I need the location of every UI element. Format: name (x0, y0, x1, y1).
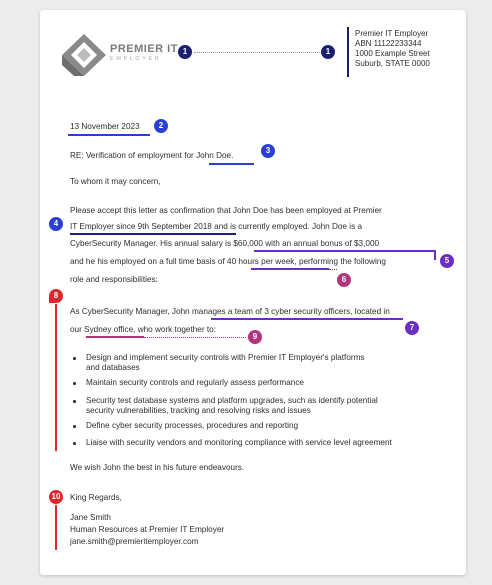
annotation-badge-3: 3 (261, 144, 275, 158)
paragraph-1-line-5: role and responsibilities: (70, 275, 158, 284)
annotation-badge-10: 10 (49, 490, 63, 504)
annotation-badge-5: 5 (440, 254, 454, 268)
bullet-marker (73, 400, 76, 403)
bullet-item-4: Define cyber security processes, procedures and reporting (86, 421, 299, 430)
name-underline (209, 163, 254, 165)
salary-underline (254, 250, 434, 252)
annotation-badge-2: 2 (154, 119, 168, 133)
team-underline (211, 318, 403, 320)
office-connector (144, 337, 246, 338)
role-text: As CyberSecurity Manager, John (70, 307, 190, 316)
bullet-item-1-continued: and databases (86, 363, 140, 372)
salary-connector (434, 250, 436, 260)
paragraph-1-line-3 (70, 238, 379, 249)
paragraph-1-line-2 (70, 221, 362, 232)
bullet-item-2: Maintain security controls and regularly assess performance (86, 378, 304, 387)
letter-page (40, 10, 466, 575)
annotation-bracket-1 (347, 27, 349, 77)
closing-line: We wish John the best in his future endeavours. (70, 463, 245, 472)
team-size-text: manages a team of 3 cyber security officers, (191, 307, 353, 316)
paragraph-2-line-1 (70, 306, 390, 317)
sign-off: King Regards, (70, 493, 122, 502)
bullet-item-3-continued: security vulnerabilities, tracking and resolving risks and issues (86, 406, 311, 415)
salutation: To whom it may concern, (70, 177, 161, 186)
annotation-badge-1-address: 1 (321, 45, 335, 59)
employer-street: 1000 Example Street (355, 49, 430, 58)
basis-text: and he his employed on a full time basis of (70, 257, 225, 266)
hours-connector (329, 269, 337, 270)
bullet-item-5: Liaise with security vendors and monitoring compliance with service level agreement (86, 438, 392, 447)
signatory-name: Jane Smith (70, 513, 111, 522)
hours-underline (251, 268, 329, 270)
bullet-marker (73, 382, 76, 385)
salary-amount: $60,000 with an annual bonus of $3,000 (233, 239, 380, 248)
annotation-bracket-10 (55, 505, 57, 550)
office-location: Sydney office, (84, 325, 136, 334)
re-employee-name: John Doe. (196, 151, 234, 160)
signatory-email: jane.smith@premieritemployer.com (70, 537, 199, 546)
start-date: 9th September 2018 (137, 222, 212, 231)
annotation-badge-1-logo: 1 (178, 45, 192, 59)
annotation-connector-1 (194, 52, 320, 53)
our-text: our (70, 325, 82, 334)
since-text: IT Employer since (70, 222, 136, 231)
work-together-text: who work together to: (137, 325, 216, 334)
annotation-badge-4: 4 (49, 217, 63, 231)
annotation-badge-7: 7 (405, 321, 419, 335)
bullet-marker (73, 425, 76, 428)
annotation-badge-8: 9 (248, 330, 262, 344)
re-line (70, 150, 233, 161)
bullet-marker (73, 442, 76, 445)
company-logo-icon (60, 32, 108, 78)
bullet-marker (73, 357, 76, 360)
located-text: located in (354, 307, 390, 316)
re-prefix: RE: Verification of employment for (70, 151, 194, 160)
bullet-item-1: Design and implement security controls with Premier IT Employer's platforms (86, 353, 365, 362)
annotation-badge-6: 6 (337, 273, 351, 287)
bullet-item-3: Security test database systems and platform upgrades, such as identify potential (86, 396, 378, 405)
annotation-bracket-9 (55, 304, 57, 451)
logo-subtitle: EMPLOYER (110, 56, 162, 62)
office-underline (86, 336, 144, 338)
annotation-badge-9: 8 (49, 289, 63, 303)
employer-name: Premier IT Employer (355, 29, 429, 38)
role-salary-text: CyberSecurity Manager. His annual salary is (70, 239, 232, 248)
employment-status-text: and is currently employed. John Doe is a (214, 222, 363, 231)
logo-wordmark: PREMIER IT (110, 43, 178, 55)
paragraph-1-line-4 (70, 256, 386, 267)
since-underline (70, 233, 236, 235)
paragraph-2-line-2 (70, 324, 216, 335)
date-underline (68, 134, 150, 136)
paragraph-1-line-1: Please accept this letter as confirmation that John Doe has been employed at Premier (70, 206, 382, 215)
signatory-title: Human Resources at Premier IT Employer (70, 525, 225, 534)
employer-abn: ABN 11122233344 (355, 39, 422, 48)
hours-per-week: 40 hours per week, (227, 257, 297, 266)
employer-suburb: Suburb, STATE 0000 (355, 59, 430, 68)
following-text: performing the following (298, 257, 386, 266)
letter-date: 13 November 2023 (70, 122, 140, 131)
